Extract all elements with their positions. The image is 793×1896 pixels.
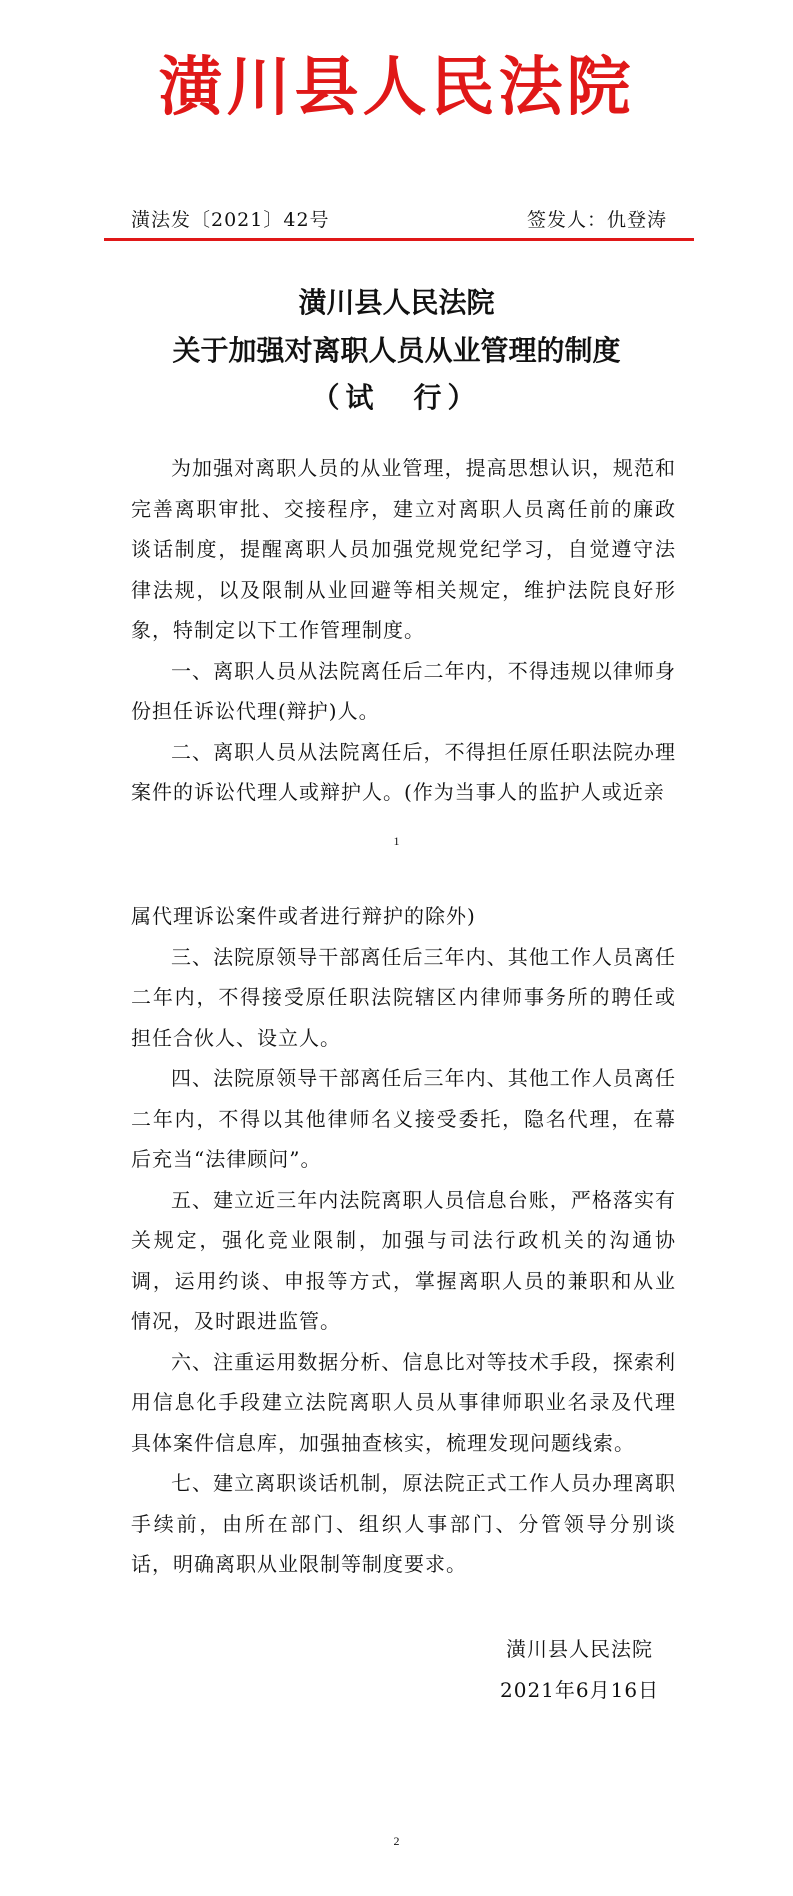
paragraph-article-3: 三、法院原领导干部离任后三年内、其他工作人员离任二年内，不得接受原任职法院辖区内律师事务所的聘任或担任合伙人、设立人。: [131, 944, 676, 1050]
document-page-2: [0, 852, 793, 1896]
red-divider-line: [104, 238, 694, 241]
paragraph-intro: 为加强对离职人员的从业管理，提高思想认识，规范和完善离职审批、交接程序，建立对离职人员离任前的廉政谈话制度，提醒离职人员加强党规党纪学习，自觉遵守法律法规，以及限制从业回避等相关规定，维护法院良好形象，特制定以下工作管理制度。: [131, 456, 676, 642]
paragraph-article-7: 七、建立离职谈话机制，原法院正式工作人员办理离职手续前，由所在部门、组织人事部门、分管领导分别谈话，明确离职从业限制等制度要求。: [131, 1471, 676, 1576]
paragraph-article-1: 一、离职人员从法院离任后二年内，不得违规以律师身份担任诉讼代理(辩护)人。: [131, 658, 676, 723]
signature-organization: 潢川县人民法院: [506, 1637, 653, 1661]
paragraph-article-2-continued: 属代理诉讼案件或者进行辩护的除外): [131, 904, 476, 928]
body-text-page-2: [131, 896, 676, 1585]
paragraph-article-6: 六、注重运用数据分析、信息比对等技术手段，探索利用信息化手段建立法院离职人员从事律师职业名录及代理具体案件信息库，加强抽查核实，梳理发现问题线索。: [131, 1349, 676, 1455]
masthead-title: 潢川县人民法院: [158, 50, 635, 125]
page-number: 2: [393, 1834, 400, 1848]
document-title-line-1: 潢川县人民法院: [298, 286, 495, 319]
document-title-line-2: 关于加强对离职人员从业管理的制度: [172, 334, 621, 367]
page-number: 1: [393, 834, 400, 848]
document-number: 潢法发〔2021〕42号: [131, 209, 330, 231]
document-title-line-3: （试 行）: [311, 381, 482, 414]
paragraph-article-2: 二、离职人员从法院离任后，不得担任原任职法院办理案件的诉讼代理人或辩护人。(作为当事人的监护人或近亲: [131, 739, 676, 804]
signature-date: 2021年6月16日: [500, 1678, 660, 1702]
paragraph-article-5: 五、建立近三年内法院离职人员信息台账，严格落实有关规定，强化竞业限制，加强与司法行政机关的沟通协调，运用约谈、申报等方式，掌握离职人员的兼职和从业情况，及时跟进监管。: [131, 1187, 676, 1333]
paragraph-article-4: 四、法院原领导干部离任后三年内、其他工作人员离任二年内，不得以其他律师名义接受委托，隐名代理，在幕后充当“法律顾问”。: [131, 1066, 676, 1171]
body-text-page-1: [131, 448, 676, 813]
issuer-signature: 签发人：仇登涛: [526, 209, 667, 231]
document-page-1: [0, 0, 793, 852]
